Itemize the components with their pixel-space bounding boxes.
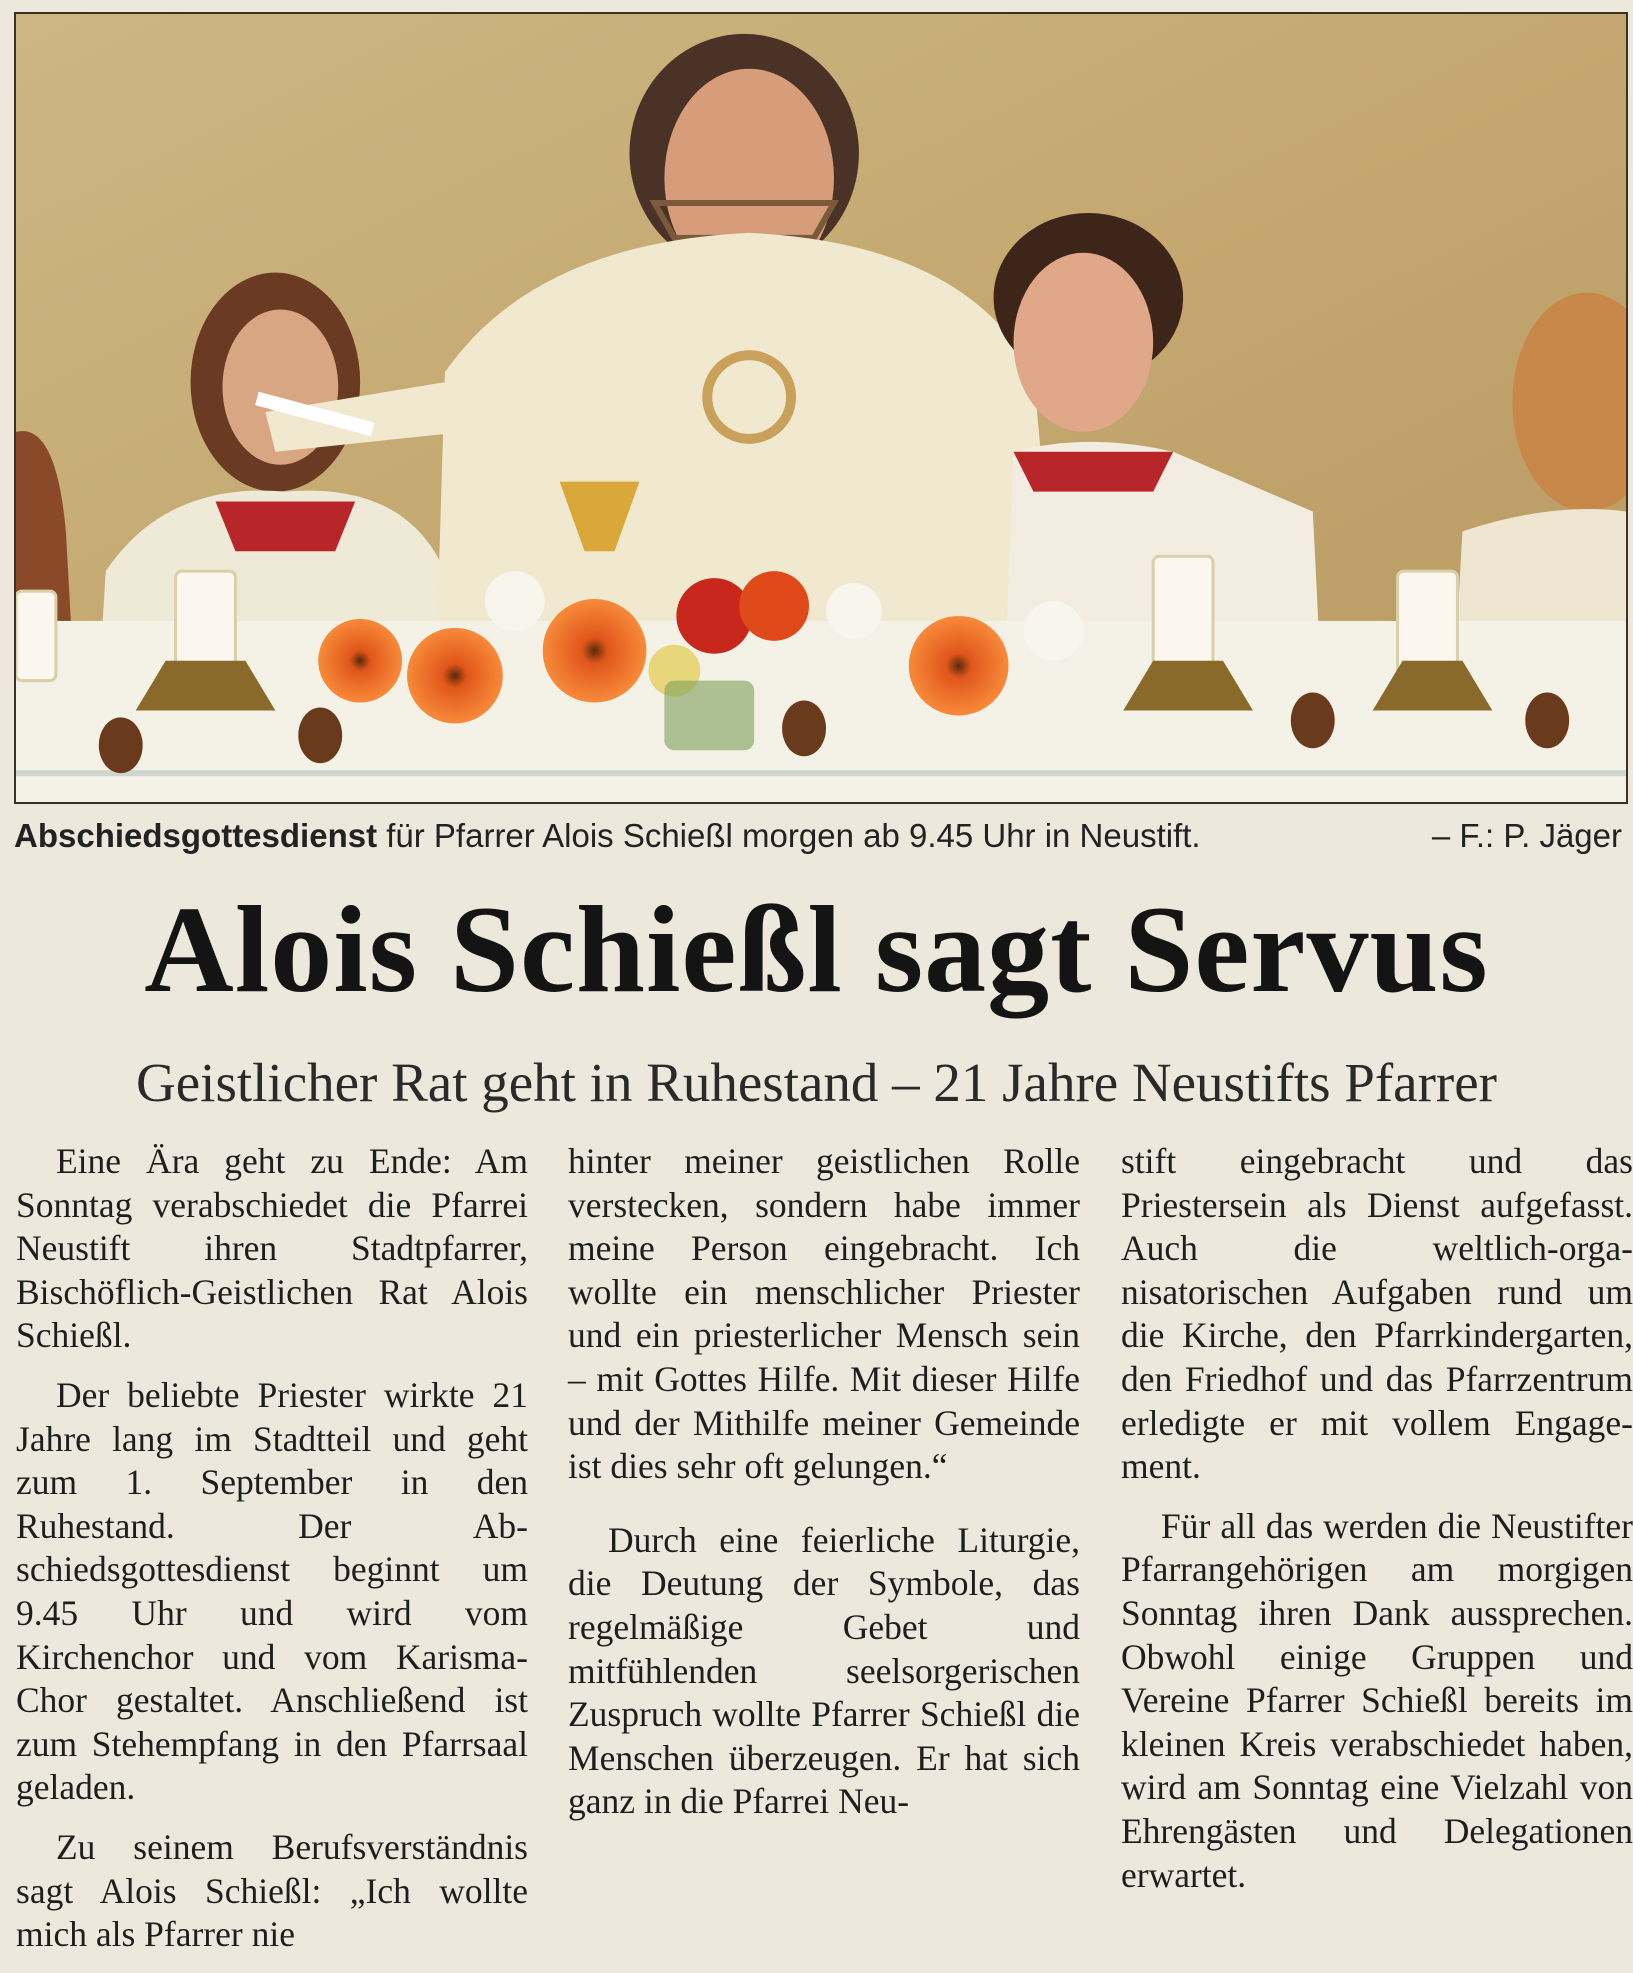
- paragraph: Eine Ära geht zu Ende: Am Sonntag verabschiedet die Pfarrei Neustift ihren Stadtpfarrer, Bischöflich-Geistlichen Rat Alois Schießl.: [16, 1141, 528, 1356]
- altar-photo-icon: [16, 14, 1626, 802]
- caption-bold: Abschiedsgottesdienst: [14, 817, 378, 854]
- paragraph: Durch eine feierliche Liturgie, die Deutung der Symbole, das regelmäßige Gebet und mitfühlenden seelsorgerischen Zuspruch wollte Pfarrer Schießl die Menschen überzeugen. Er hat sich ganz in die Pfarrei Neu-: [568, 1519, 1080, 1822]
- article-column-3: [1121, 1140, 1633, 1913]
- paragraph: Zu seinem Berufsverständnis sagt Alois Schießl: „Ich wollte mich als Pfarrer nie: [16, 1826, 528, 1955]
- paragraph: Für all das werden die Neustifter Pfarrangehörigen am morgigen Sonntag ihren Dank aussprechen. Obwohl einige Gruppen und Vereine Pfarrer Schießl bereits im kleinen Kreis verabschiedet haben, wird am Sonntag eine Vielzahl von Ehrengästen und Delegationen erwartet.: [1121, 1505, 1633, 1895]
- photo-credit: – F.: P. Jäger: [1431, 817, 1622, 854]
- paragraph: hinter meiner geistlichen Rolle verstecken, sondern habe immer meine Person eingebracht. Ich wollte ein menschlicher Priester und ein priesterlicher Mensch sein – mit Gottes Hilfe. Mit dieser Hilfe und der Mithilfe meiner Gemeinde ist dies sehr oft gelungen.“: [568, 1141, 1080, 1487]
- caption-text: für Pfarrer Alois Schießl morgen ab 9.45 Uhr in Neustift.: [377, 817, 1201, 854]
- paragraph: Der beliebte Priester wirkte 21 Jahre lang im Stadtteil und geht zum 1. September in den Ruhestand. Der Abschiedsgottesdienst beginnt um 9.45 Uhr und wird vom Kirchenchor und vom Karisma-Chor gestaltet. Anschließend ist zum Stehempfang in den Pfarrsaal geladen.: [16, 1374, 528, 1808]
- article-column-1: [16, 1140, 528, 1973]
- paragraph: stift eingebracht und das Priestersein als Dienst aufgefasst. Auch die weltlich-organisatorischen Aufgaben rund um die Kirche, den Pfarrkindergarten, den Friedhof und das Pfarrzentrum erledigte er mit vollem Engagement.: [1121, 1141, 1633, 1487]
- article-column-2: [568, 1140, 1080, 1840]
- headline: Alois Schießl sagt Servus: [144, 881, 1489, 1018]
- article-photo: [14, 12, 1628, 804]
- subheadline: Geistlicher Rat geht in Ruhestand – 21 Jahre Neustifts Pfarrer: [136, 1052, 1497, 1113]
- photo-caption: [14, 815, 1628, 857]
